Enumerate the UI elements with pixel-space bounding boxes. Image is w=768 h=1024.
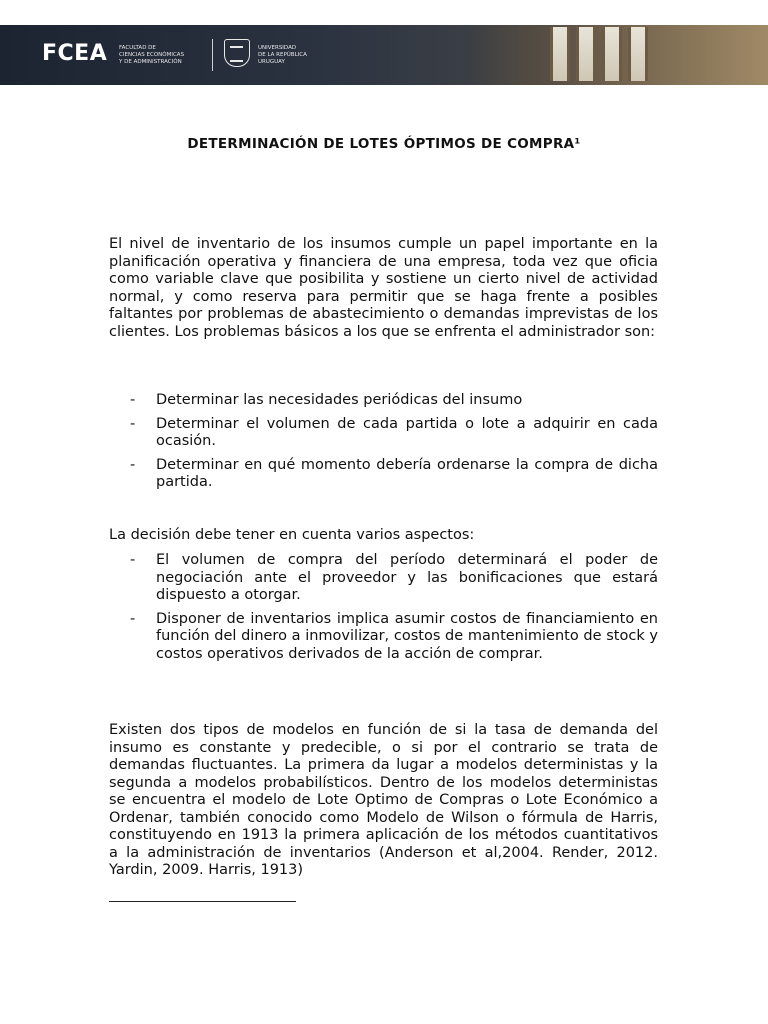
building-photo bbox=[470, 25, 768, 85]
logo-divider bbox=[212, 39, 213, 71]
list-item: - Determinar el volumen de cada partida o lote a adquirir en cada ocasión. bbox=[130, 415, 658, 449]
university-name: UNIVERSIDAD DE LA REPÚBLICA URUGUAY bbox=[258, 45, 307, 65]
document-title: DETERMINACIÓN DE LOTES ÓPTIMOS DE COMPRA¹ bbox=[187, 136, 581, 152]
aspects-list bbox=[109, 552, 658, 663]
udelar-seal-icon bbox=[224, 39, 250, 67]
list-item: - El volumen de compra del período determinará el poder de negociación ante el proveedor y las bonificaciones que estará dispuesto a otorgar. bbox=[130, 552, 658, 603]
footnote-separator bbox=[109, 901, 296, 902]
list-item: - Determinar en qué momento debería ordenarse la compra de dicha partida. bbox=[130, 456, 658, 490]
faculty-name: FACULTAD DE CIENCIAS ECONÓMICAS Y DE ADMINISTRACIÓN bbox=[119, 45, 185, 65]
models-paragraph: Existen dos tipos de modelos en función de si la tasa de demanda del insumo es constante y predecible, o si por el contrario se trata de demandas fluctuantes. La primera da lugar a modelos deterministas y la segunda a modelos probabilísticos. Dentro de los modelos deterministas se encuentra el modelo de Lote Optimo de Compras o Lote Económico a Ordenar, también conocido como Modelo de Wilson o fórmula de Harris, constituyendo en 1913 la primera aplicación de los métodos cuantitativos a la administración de inventarios (Anderson et al,2004. Render, 2012. Yardin, 2009. Harris, 1913) bbox=[109, 722, 658, 878]
header-banner bbox=[0, 25, 768, 85]
list-item: - Disponer de inventarios implica asumir costos de financiamiento en función del dinero a inmovilizar, costos de mantenimiento de stock y costos operativos derivados de la acción de comprar. bbox=[130, 610, 658, 662]
aspects-paragraph: La decisión debe tener en cuenta varios aspectos: bbox=[109, 527, 475, 543]
problems-list bbox=[109, 392, 658, 492]
fcea-logo: FCEA bbox=[42, 41, 108, 66]
intro-paragraph: El nivel de inventario de los insumos cumple un papel importante en la planificación operativa y financiera de una empresa, toda vez que oficia como variable clave que posibilita y sostiene un cierto nivel de actividad normal, y como reserva para permitir que se haga frente a posibles faltantes por problemas de abastecimiento o demandas imprevistas de los clientes. Los problemas básicos a los que se enfrenta el administrador son: bbox=[109, 236, 658, 340]
list-item: - Determinar las necesidades periódicas del insumo bbox=[130, 392, 523, 408]
